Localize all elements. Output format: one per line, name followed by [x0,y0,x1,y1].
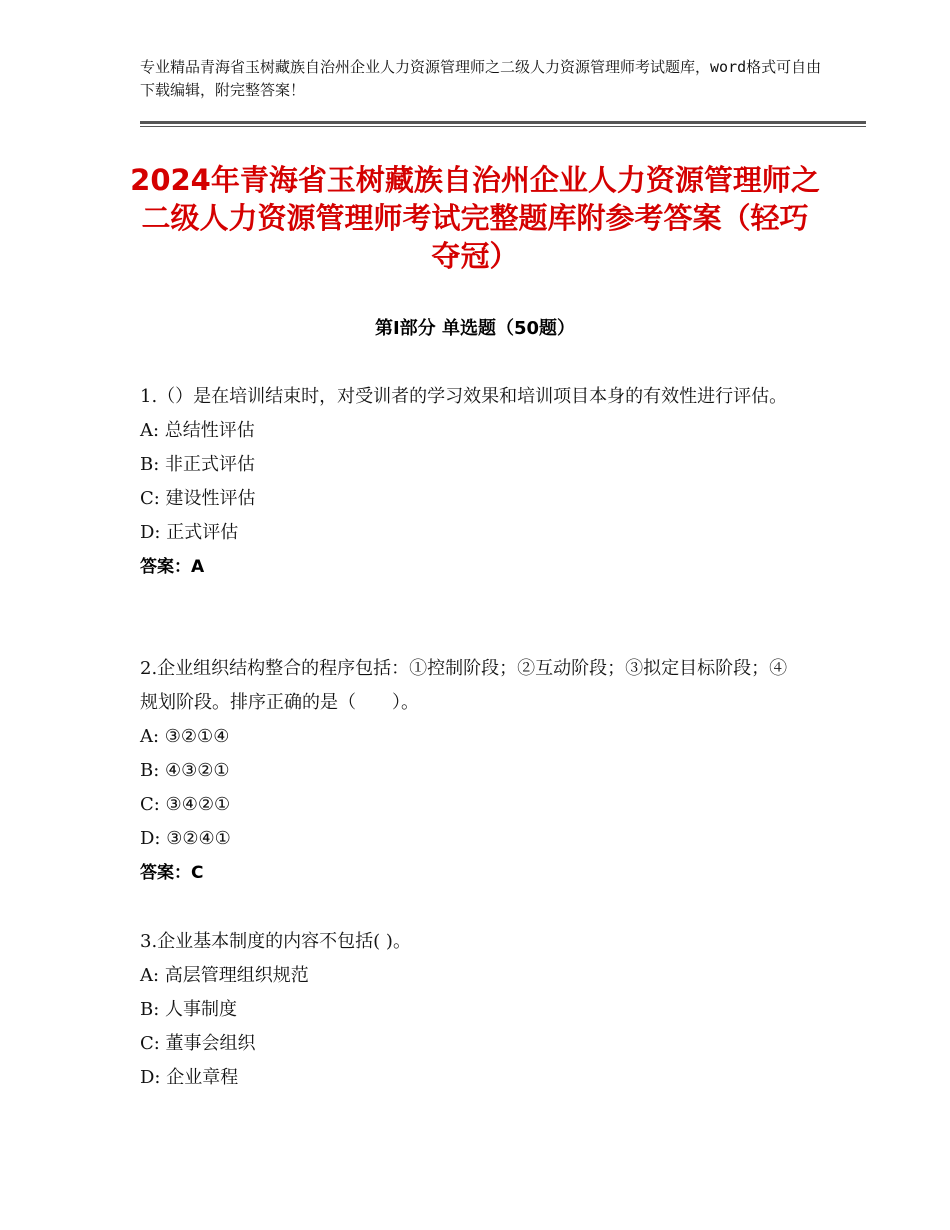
question-1 [140,380,800,584]
section-title: 第Ⅰ部分 单选题（50题） [374,318,575,339]
question-3 [140,925,800,1095]
answer: 答案：A [140,557,205,577]
option-c: C: 董事会组织 [140,1033,256,1054]
option-c: C: ③④②① [140,794,231,815]
header-divider-thick [140,121,866,124]
option-a: A: 高层管理组织规范 [140,965,309,986]
option-b: B: ④③②① [140,760,230,781]
question-2 [140,652,800,890]
option-c: C: 建设性评估 [140,488,256,509]
option-b: B: 人事制度 [140,999,238,1020]
document-title: 2024年青海省玉树藏族自治州企业人力资源管理师之二级人力资源管理师考试完整题库附参考答案（轻巧夺冠） [130,163,820,273]
question-stem: 2.企业组织结构整合的程序包括：①控制阶段；②互动阶段；③拟定目标阶段；④规划阶段。排序正确的是（ ）。 [140,658,788,713]
question-stem: 3.企业基本制度的内容不包括( )。 [140,931,411,952]
option-a: A: ③②①④ [140,726,230,747]
question-stem: 1.（）是在培训结束时，对受训者的学习效果和培训项目本身的有效性进行评估。 [140,386,788,407]
header-note: 专业精品青海省玉树藏族自治州企业人力资源管理师之二级人力资源管理师考试题库，word格式可自由下载编辑，附完整答案！ [140,58,822,99]
option-d: D: 企业章程 [140,1067,239,1088]
option-b: B: 非正式评估 [140,454,256,475]
option-a: A: 总结性评估 [140,420,255,441]
header-divider-thin [140,126,866,127]
option-d: D: 正式评估 [140,522,239,543]
answer: 答案：C [140,863,204,883]
option-d: D: ③②④① [140,828,231,849]
